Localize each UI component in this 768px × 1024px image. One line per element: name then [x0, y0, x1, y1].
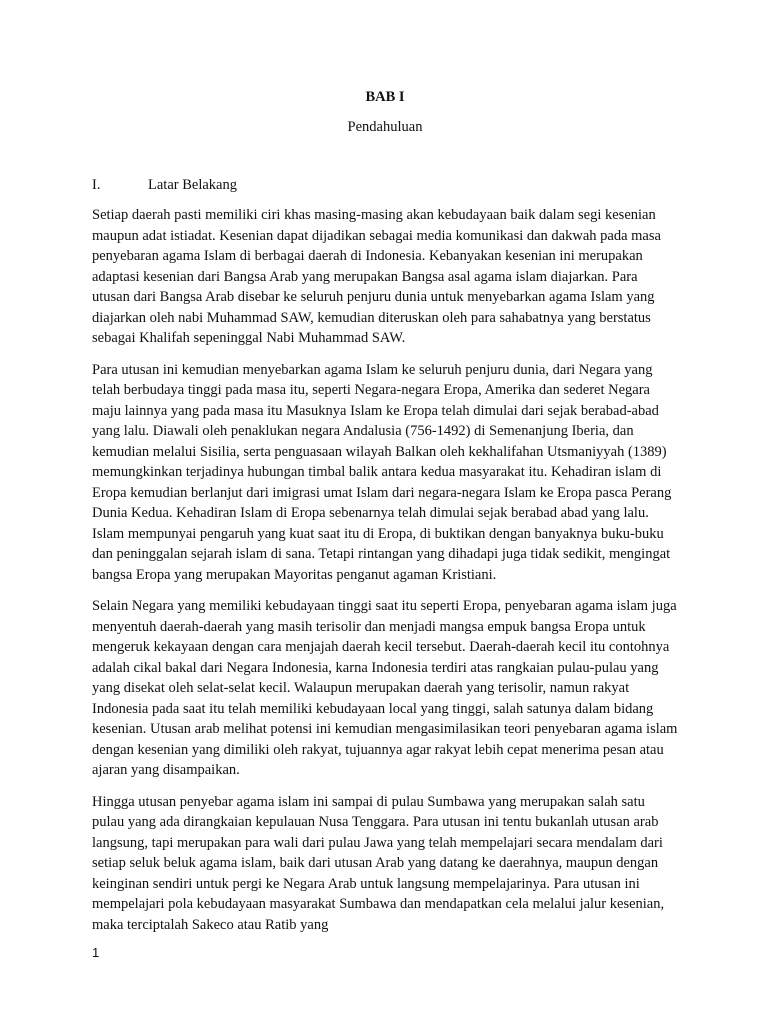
- body-paragraph: Selain Negara yang memiliki kebudayaan tinggi saat itu seperti Eropa, penyebaran agama islam juga menyentuh daerah-daerah yang masih terisolir dan menjadi mangsa empuk bangsa Eropa untuk mengeruk kekayaan dengan cara menjajah daerah kecil tersebut. Daerah-daerah kecil itu contohnya adalah cikal bakal dari Negara Indonesia, karna Indonesia terdiri atas rangkaian pulau-pulau yang yang disekat oleh selat-selat kecil. Walaupun merupakan daerah yang terisolir, namun rakyat Indonesia pada saat itu telah memiliki kebudayaan local yang tinggi, salah satunya dalam bidang kesenian. Utusan arab melihat potensi ini kemudian mengasimilasikan teori penyebaran agama islam dengan kesenian yang dimiliki oleh rakyat, tujuannya agar rakyat lebih cepat menerima pesan atau ajaran yang disampaikan.: [92, 598, 678, 778]
- section-heading: [92, 175, 678, 195]
- section-number: I.: [92, 177, 101, 193]
- chapter-title: BAB I: [365, 89, 405, 105]
- section-title: Latar Belakang: [148, 177, 237, 193]
- body-paragraph: Setiap daerah pasti memiliki ciri khas masing-masing akan kebudayaan baik dalam segi kesenian maupun adat istiadat. Kesenian dapat dijadikan sebagai media komunikasi dan dakwah pada masa penyebaran agama Islam di berbagai daerah di Indonesia. Kebanyakan kesenian ini merupakan adaptasi kesenian dari Bangsa Arab yang merupakan Bangsa asal agama islam diajarkan. Para utusan dari Bangsa Arab disebar ke seluruh penjuru dunia untuk menyebarkan agama Islam yang diajarkan oleh nabi Muhammad SAW, kemudian diteruskan oleh para sahabatnya yang berstatus sebagai Khalifah sepeninggal Nabi Muhammad SAW.: [92, 207, 661, 346]
- page-content: [92, 87, 678, 935]
- page-number: 1: [92, 945, 100, 960]
- body-paragraph: Para utusan ini kemudian menyebarkan agama Islam ke seluruh penjuru dunia, dari Negara yang telah berbudaya tinggi pada masa itu, seperti Negara-negara Eropa, Amerika dan sederet Negara maju lainnya yang pada masa itu Masuknya Islam ke Eropa telah dimulai dari sejak berabad-abad yang lalu. Diawali oleh penaklukan negara Andalusia (756-1492) di Semenanjung Iberia, dan kemudian melalui Sisilia, serta penguasaan wilayah Balkan oleh kekhalifahan Utsmaniyyah (1389) memungkinkan terjadinya hubungan timbal balik antara kedua masyarakat itu. Kehadiran islam di Eropa kemudian berlanjut dari imigrasi umat Islam dari negara-negara Islam ke Eropa pasca Perang Dunia Kedua. Kehadiran Islam di Eropa sebenarnya telah dimulai sejak berabad abad yang lalu. Islam mempunyai pengaruh yang kuat saat itu di Eropa, di buktikan dengan banyaknya buku-buku dan peninggalan sejarah islam di sana. Tetapi rintangan yang dihadapi juga tidak sedikit, mengingat bangsa Eropa yang merupakan Mayoritas penganut agaman Kristiani.: [92, 361, 672, 583]
- chapter-subtitle: Pendahuluan: [347, 119, 423, 135]
- body-paragraph: Hingga utusan penyebar agama islam ini sampai di pulau Sumbawa yang merupakan salah satu pulau yang ada dirangkaian kepulauan Nusa Tenggara. Para utusan ini tentu bukanlah utusan arab langsung, tapi merupakan para wali dari pulau Jawa yang telah mempelajari secara mendalam dari setiap seluk beluk agama islam, baik dari utusan Arab yang datang ke daerahnya, maupun dengan keinginan sendiri untuk pergi ke Negara Arab untuk langsung mempelajarinya. Para utusan ini mempelajari pola kebudayaan masyarakat Sumbawa dan mendapatkan cela melalui jalur kesenian, maka terciptalah Sakeco atau Ratib yang: [92, 793, 665, 933]
